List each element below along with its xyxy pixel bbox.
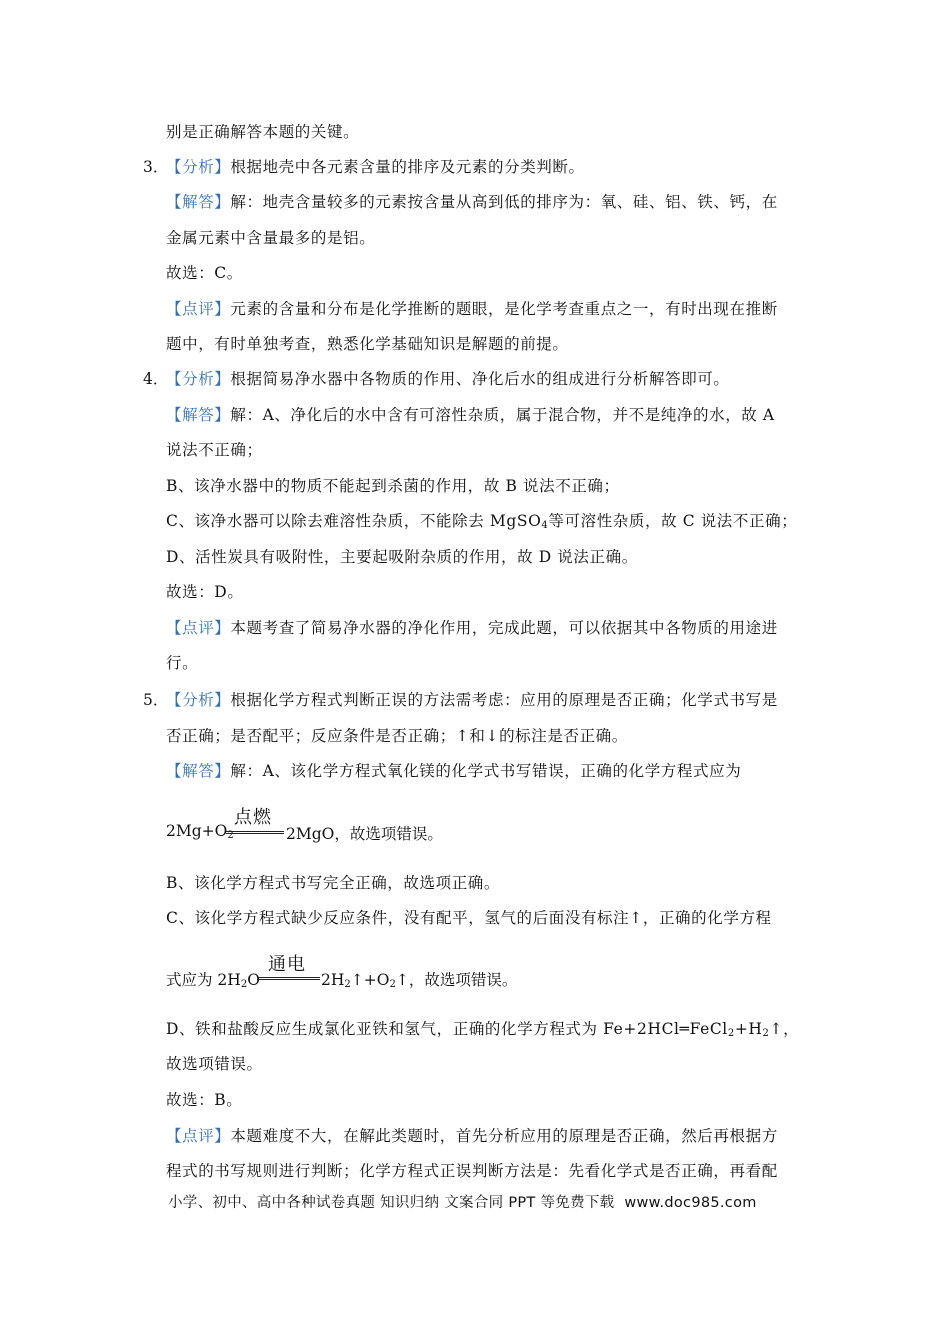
formula: ↑， bbox=[769, 1020, 800, 1038]
subscript: 2 bbox=[344, 979, 351, 990]
answer-text: D、活性炭具有吸附性，主要起吸附杂质的作用，故 D 说法正确。 bbox=[166, 548, 638, 566]
answer-text: B、该净水器中的物质不能起到杀菌的作用，故 B 说法不正确； bbox=[166, 477, 620, 495]
reaction-condition: 通电 bbox=[268, 954, 306, 975]
question-number: 5． bbox=[143, 691, 169, 709]
choice-line bbox=[166, 580, 243, 602]
answer-text: D、铁和盐酸反应生成氯化亚铁和氢气，正确的化学方程式为 Fe+2HCl bbox=[166, 1020, 680, 1038]
comment-text: 行。 bbox=[166, 654, 199, 672]
equation-right: 2MgO，故选项错误。 bbox=[286, 825, 443, 843]
comment-line bbox=[166, 1124, 778, 1146]
line-text: 别是正确解答本题的关键。 bbox=[166, 123, 360, 141]
answer-text: B、该化学方程式书写完全正确，故选项正确。 bbox=[166, 874, 500, 892]
analysis-tag: 【分析】 bbox=[166, 158, 231, 176]
answer-tag: 【解答】 bbox=[166, 193, 231, 211]
comment-tag: 【点评】 bbox=[166, 1127, 231, 1145]
answer-line bbox=[166, 190, 778, 212]
answer-tag: 【解答】 bbox=[166, 406, 231, 424]
formula: FeCl bbox=[689, 1020, 728, 1038]
answer-tag: 【解答】 bbox=[166, 762, 231, 780]
comment-text: 程式的书写规则进行判断；化学方程式正误判断方法是：先看化学式是否正确，再看配 bbox=[166, 1162, 778, 1180]
analysis-tag: 【分析】 bbox=[166, 691, 231, 709]
answer-text: 解：地壳含量较多的元素按含量从高到低的排序为：氧、硅、铝、铁、钙，在 bbox=[230, 193, 778, 211]
page-footer bbox=[168, 1191, 757, 1212]
formula: 2H bbox=[321, 971, 345, 989]
answer-line bbox=[166, 545, 638, 567]
formula: 2Mg+O bbox=[166, 822, 228, 840]
analysis-line bbox=[166, 155, 585, 177]
answer-line bbox=[166, 906, 772, 928]
comment-line bbox=[166, 616, 778, 638]
analysis-text: 根据地壳中各元素含量的排序及元素的分类判断。 bbox=[230, 158, 585, 176]
subscript: 2 bbox=[762, 1028, 770, 1039]
comment-text: 本题考查了简易净水器的净化作用，完成此题，可以依据其中各物质的用途进 bbox=[230, 619, 778, 637]
subscript: 2 bbox=[227, 830, 234, 841]
footer-text: 小学、初中、高中各种试卷真题 知识归纳 文案合同 PPT 等免费下载 bbox=[168, 1195, 615, 1211]
comment-text: 题中，有时单独考查，熟悉化学基础知识是解题的前提。 bbox=[166, 335, 569, 353]
answer-line bbox=[166, 1017, 799, 1039]
answer-line bbox=[166, 438, 263, 460]
answer-line bbox=[166, 759, 741, 781]
subscript: 2 bbox=[240, 979, 248, 990]
question-number: 3． bbox=[143, 158, 169, 176]
subscript: 2 bbox=[389, 979, 396, 990]
subscript: 2 bbox=[727, 1028, 735, 1039]
answer-text: C、该净水器可以除去难溶性杂质，不能除去 MgSO bbox=[166, 512, 542, 530]
answer-text: C、该化学方程式缺少反应条件，没有配平，氢气的后面没有标注↑，正确的化学方程 bbox=[166, 909, 772, 927]
formula: O bbox=[247, 971, 260, 989]
choice-text: 故选：D。 bbox=[166, 583, 244, 601]
reaction-condition: 点燃 bbox=[234, 807, 272, 828]
analysis-text: 否正确；是否配平；反应条件是否正确；↑和↓的标注是否正确。 bbox=[166, 727, 628, 745]
formula: ↑，故选项错误。 bbox=[395, 971, 518, 989]
equation-double-line bbox=[226, 831, 284, 834]
answer-text: 等可溶性杂质，故 C 说法不正确； bbox=[548, 512, 798, 530]
comment-line bbox=[166, 651, 198, 673]
text-line bbox=[166, 120, 359, 142]
formula: 式应为 2H bbox=[166, 971, 241, 989]
question-number: 4． bbox=[143, 370, 169, 388]
answer-text: 解：A、该化学方程式氧化镁的化学式书写错误，正确的化学方程式应为 bbox=[230, 762, 742, 780]
equation-left bbox=[166, 822, 234, 841]
analysis-text: 根据简易净水器中各物质的作用、净化后水的组成进行分析解答即可。 bbox=[230, 370, 730, 388]
answer-line bbox=[166, 871, 500, 893]
comment-tag: 【点评】 bbox=[166, 300, 231, 318]
comment-tag: 【点评】 bbox=[166, 619, 231, 637]
choice-text: 故选：B。 bbox=[166, 1091, 243, 1109]
comment-text: 本题难度不大，在解此类题时，首先分析应用的原理是否正确，然后再根据方 bbox=[230, 1127, 778, 1145]
answer-line bbox=[166, 1052, 263, 1074]
choice-text: 故选：C。 bbox=[166, 264, 243, 282]
footer-url[interactable]: www.doc985.com bbox=[624, 1195, 757, 1211]
analysis-line bbox=[166, 367, 730, 389]
answer-text: 说法不正确； bbox=[166, 441, 263, 459]
answer-line bbox=[166, 226, 375, 248]
comment-line bbox=[166, 297, 778, 319]
subscript: 4 bbox=[541, 520, 549, 531]
formula: +H bbox=[734, 1020, 763, 1038]
equation-double-line bbox=[257, 977, 320, 980]
answer-line bbox=[166, 403, 775, 425]
analysis-line bbox=[166, 724, 628, 746]
comment-text: 元素的含量和分布是化学推断的题眼，是化学考查重点之一，有时出现在推断 bbox=[230, 300, 778, 318]
equals-sign: ═ bbox=[679, 1020, 690, 1038]
analysis-text: 根据化学方程式判断正误的方法需考虑：应用的原理是否正确；化学式书写是 bbox=[230, 691, 778, 709]
comment-line bbox=[166, 332, 569, 354]
answer-line bbox=[166, 474, 620, 496]
comment-line bbox=[166, 1159, 778, 1181]
choice-line bbox=[166, 1088, 242, 1110]
choice-line bbox=[166, 261, 243, 283]
equation-right bbox=[321, 968, 517, 990]
answer-text: 解：A、净化后的水中含有可溶性杂质，属于混合物，并不是纯净的水，故 A bbox=[230, 406, 775, 424]
answer-text: 故选项错误。 bbox=[166, 1055, 263, 1073]
answer-text: 金属元素中含量最多的是铝。 bbox=[166, 229, 376, 247]
analysis-line bbox=[166, 688, 778, 710]
answer-line bbox=[166, 509, 797, 531]
analysis-tag: 【分析】 bbox=[166, 370, 231, 388]
formula: ↑+O bbox=[350, 971, 390, 989]
equation-left bbox=[166, 968, 260, 990]
